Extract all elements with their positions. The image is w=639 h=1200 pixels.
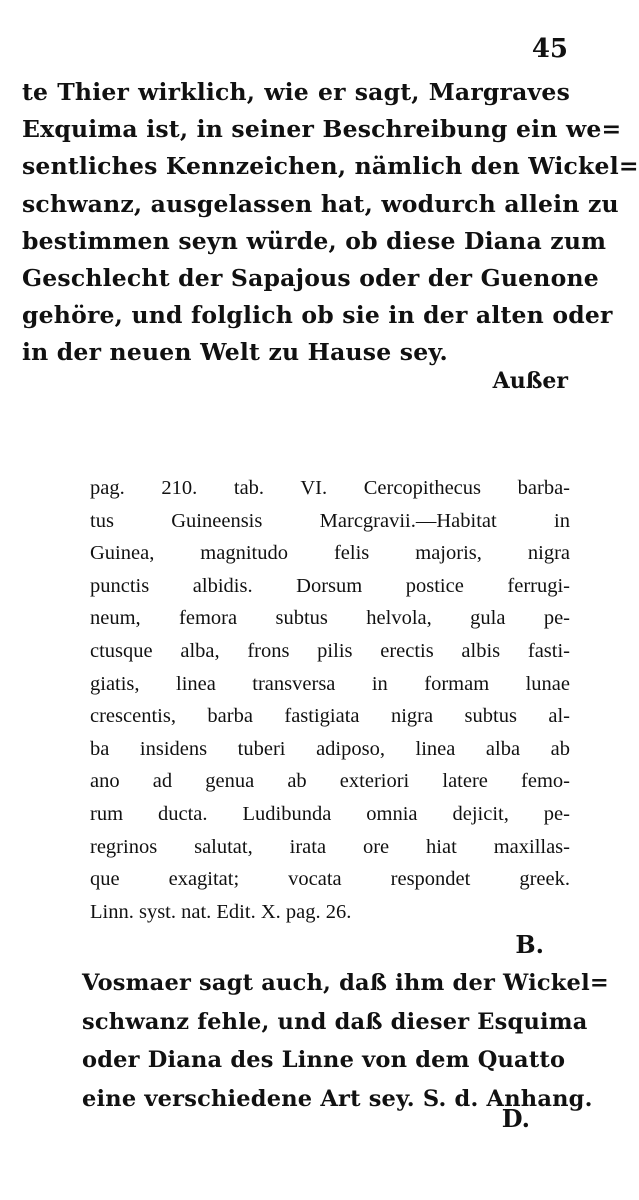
section-letter-b: B.: [515, 930, 544, 959]
footnote-line-2: tus Guineensis Marcgravii.—Habitat in: [90, 509, 570, 532]
main-line-4: schwanz, ausgelassen hat, wodurch allein zu: [22, 189, 619, 218]
footnote-line-12: regrinos salutat, irata ore hiat maxillas-: [90, 835, 570, 858]
main-line-7: gehöre, und folglich ob sie in der alten oder: [22, 301, 613, 330]
footnote-line-13: que exagitat; vocata respondet greek.: [90, 868, 570, 891]
closing-line-4: eine verschiedene Art sey. S. d. Anhang.: [82, 1085, 593, 1112]
main-line-1: te Thier wirklich, wie er sagt, Margraves: [22, 78, 570, 106]
footnote-line-8: crescentis, barba fastigiata nigra subtus al-: [90, 705, 570, 728]
main-line-8: in der neuen Welt zu Hause sey.: [22, 338, 448, 367]
section-letter-d: D.: [501, 1104, 530, 1133]
footnote-line-9: ba insidens tuberi adiposo, linea alba ab: [90, 737, 570, 760]
catchword: Außer: [492, 368, 568, 394]
closing-line-2: schwanz fehle, und daß dieser Esquima: [82, 1008, 588, 1035]
footnote-line-14: Linn. syst. nat. Edit. X. pag. 26.: [90, 900, 352, 923]
footnote-line-11: rum ducta. Ludibunda omnia dejicit, pe-: [90, 802, 570, 825]
closing-line-1: Vosmaer sagt auch, daß ihm der Wickel=: [82, 970, 609, 996]
footnote-line-3: Guinea, magnitudo felis majoris, nigra: [90, 542, 570, 565]
main-line-3: sentliches Kennzeichen, nämlich den Wickel=: [22, 152, 639, 181]
main-paragraph: [22, 74, 639, 372]
footnote-line-1: pag. 210. tab. VI. Cercopithecus barba-: [90, 477, 570, 499]
footnote-line-7: giatis, linea transversa in formam lunae: [90, 672, 570, 695]
footnote-line-6: ctusque alba, frons pilis erectis albis fasti-: [90, 639, 570, 662]
page-number: 45: [531, 34, 568, 64]
footnote-block: [90, 472, 570, 928]
footnote-line-10: ano ad genua ab exteriori latere femo-: [90, 770, 570, 793]
footnote-line-5: neum, femora subtus helvola, gula pe-: [90, 607, 570, 630]
main-line-2: Exquima ist, in seiner Beschreibung ein we=: [22, 115, 622, 144]
closing-line-3: oder Diana des Linne von dem Quatto: [82, 1047, 566, 1073]
closing-paragraph: [82, 964, 609, 1118]
main-line-5: bestimmen seyn würde, ob diese Diana zum: [22, 226, 607, 255]
main-line-6: Geschlecht der Sapajous oder der Guenone: [22, 263, 599, 292]
footnote-line-4: punctis albidis. Dorsum postice ferrugi-: [90, 574, 570, 597]
